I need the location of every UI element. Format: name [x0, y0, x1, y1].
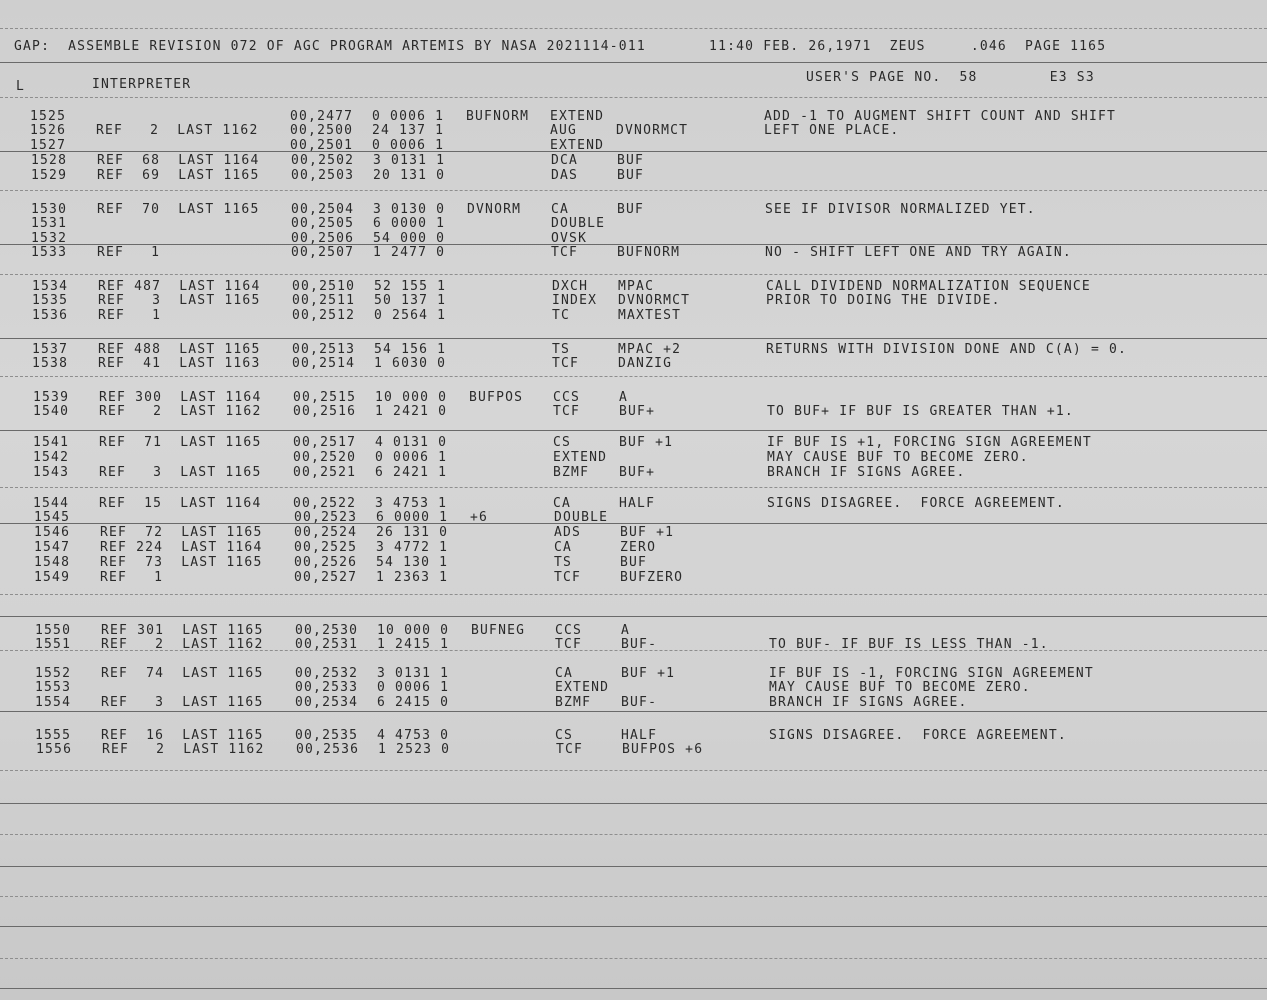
address: 00,2520 — [293, 450, 357, 465]
opcode: CS — [553, 435, 572, 450]
ref-info: REF 16 LAST 1165 — [101, 728, 264, 743]
octal-code: 3 0131 1 — [377, 666, 450, 681]
comment: LEFT ONE PLACE. — [764, 123, 900, 138]
comment: TO BUF+ IF BUF IS GREATER THAN +1. — [767, 404, 1074, 419]
opcode: EXTEND — [550, 109, 605, 124]
comment: TO BUF- IF BUF IS LESS THAN -1. — [769, 637, 1049, 652]
ref-info: REF 3 LAST 1165 — [101, 695, 264, 710]
operand: HALF — [621, 728, 658, 743]
address: 00,2500 — [290, 123, 354, 138]
octal-code: 1 2415 1 — [377, 637, 450, 652]
section-title: INTERPRETER — [92, 77, 192, 92]
address: 00,2534 — [295, 695, 359, 710]
comment: SIGNS DISAGREE. FORCE AGREEMENT. — [769, 728, 1067, 743]
octal-code: 24 137 1 — [372, 123, 445, 138]
address: 00,2510 — [292, 279, 356, 294]
operand: DVNORMCT — [618, 293, 691, 308]
octal-code: 1 2421 0 — [375, 404, 448, 419]
line-number: 1551 — [35, 637, 72, 652]
address: 00,2504 — [291, 202, 355, 217]
operand: ZERO — [620, 540, 657, 555]
octal-code: 0 2564 1 — [374, 308, 447, 323]
rule — [0, 487, 1267, 488]
octal-code: 50 137 1 — [374, 293, 447, 308]
rule — [0, 926, 1267, 927]
address: 00,2477 — [290, 109, 354, 124]
symbol-label: BUFNORM — [466, 109, 530, 124]
line-number: 1534 — [32, 279, 69, 294]
operand: BUF — [617, 153, 645, 168]
operand: BUFPOS +6 — [622, 742, 704, 757]
rule — [0, 28, 1267, 29]
ref-info: REF 301 LAST 1165 — [101, 623, 264, 638]
ref-info: REF 1 — [98, 308, 162, 323]
line-number: 1533 — [31, 245, 68, 260]
opcode: AUG — [550, 123, 578, 138]
comment: SIGNS DISAGREE. FORCE AGREEMENT. — [767, 496, 1065, 511]
address: 00,2523 — [294, 510, 358, 525]
opcode: DCA — [551, 153, 579, 168]
line-number: 1527 — [30, 138, 67, 153]
address: 00,2527 — [294, 570, 358, 585]
address: 00,2514 — [292, 356, 356, 371]
rule — [0, 866, 1267, 867]
ref-info: REF 300 LAST 1164 — [99, 390, 262, 405]
line-number: 1528 — [31, 153, 68, 168]
octal-code: 20 131 0 — [373, 168, 446, 183]
octal-code: 54 156 1 — [374, 342, 447, 357]
operand: BUF — [617, 202, 645, 217]
address: 00,2526 — [294, 555, 358, 570]
ref-info: REF 69 LAST 1165 — [97, 168, 260, 183]
rule — [0, 97, 1267, 98]
opcode: CS — [555, 728, 574, 743]
line-number: 1549 — [34, 570, 71, 585]
line-number: 1535 — [32, 293, 69, 308]
line-number: 1543 — [33, 465, 70, 480]
rule — [0, 988, 1267, 989]
comment: SEE IF DIVISOR NORMALIZED YET. — [765, 202, 1036, 217]
address: 00,2536 — [296, 742, 360, 757]
address: 00,2513 — [292, 342, 356, 357]
rule — [0, 896, 1267, 897]
opcode: TCF — [556, 742, 584, 757]
octal-code: 10 000 0 — [375, 390, 448, 405]
operand: BUF +1 — [619, 435, 674, 450]
opcode: ADS — [554, 525, 582, 540]
operand: BUF +1 — [621, 666, 676, 681]
line-number: 1542 — [33, 450, 70, 465]
opcode: BZMF — [553, 465, 590, 480]
listing-title-line: GAP: ASSEMBLE REVISION 072 OF AGC PROGRAM ARTEMIS BY NASA 2021114-011 11:40 FEB. 26,1971 ZEUS .046 PAGE 1165 — [14, 39, 1107, 54]
rule — [0, 770, 1267, 771]
address: 00,2533 — [295, 680, 359, 695]
operand: DANZIG — [618, 356, 673, 371]
ref-info: REF 2 LAST 1162 — [96, 123, 259, 138]
opcode: TS — [552, 342, 571, 357]
rule — [0, 616, 1267, 617]
address: 00,2501 — [290, 138, 354, 153]
line-number: 1530 — [31, 202, 68, 217]
line-number: 1553 — [35, 680, 72, 695]
octal-code: 10 000 0 — [377, 623, 450, 638]
address: 00,2505 — [291, 216, 355, 231]
rule — [0, 338, 1267, 339]
ref-info: REF 71 LAST 1165 — [99, 435, 262, 450]
ref-info: REF 488 LAST 1165 — [98, 342, 261, 357]
comment: BRANCH IF SIGNS AGREE. — [769, 695, 968, 710]
rule — [0, 523, 1267, 524]
address: 00,2517 — [293, 435, 357, 450]
opcode: TCF — [555, 637, 583, 652]
opcode: CCS — [555, 623, 583, 638]
users-page-info: USER'S PAGE NO. 58 E3 S3 — [806, 70, 1095, 85]
ref-info: REF 1 — [100, 570, 164, 585]
ref-info: REF 224 LAST 1164 — [100, 540, 263, 555]
octal-code: 3 0130 0 — [373, 202, 446, 217]
opcode: CA — [553, 496, 572, 511]
line-number: 1548 — [34, 555, 71, 570]
line-number: 1545 — [34, 510, 71, 525]
column-l-label: L — [16, 79, 26, 94]
symbol-label: BUFPOS — [469, 390, 524, 405]
opcode: OVSK — [551, 231, 588, 246]
operand: BUFZERO — [620, 570, 684, 585]
comment: MAY CAUSE BUF TO BECOME ZERO. — [769, 680, 1031, 695]
opcode: BZMF — [555, 695, 592, 710]
opcode: TS — [554, 555, 573, 570]
address: 00,2502 — [291, 153, 355, 168]
ref-info: REF 487 LAST 1164 — [98, 279, 261, 294]
rule — [0, 711, 1267, 712]
octal-code: 54 000 0 — [373, 231, 446, 246]
comment: IF BUF IS +1, FORCING SIGN AGREEMENT — [767, 435, 1092, 450]
octal-code: 26 131 0 — [376, 525, 449, 540]
ref-info: REF 3 LAST 1165 — [98, 293, 261, 308]
opcode: DOUBLE — [554, 510, 609, 525]
operand: BUF+ — [619, 404, 656, 419]
line-number: 1541 — [33, 435, 70, 450]
address: 00,2525 — [294, 540, 358, 555]
octal-code: 52 155 1 — [374, 279, 447, 294]
octal-code: 6 0000 1 — [373, 216, 446, 231]
line-number: 1539 — [33, 390, 70, 405]
opcode: CA — [554, 540, 573, 555]
line-number: 1547 — [34, 540, 71, 555]
comment: RETURNS WITH DIVISION DONE AND C(A) = 0. — [766, 342, 1128, 357]
octal-code: 6 2421 1 — [375, 465, 448, 480]
octal-code: 0 0006 1 — [375, 450, 448, 465]
octal-code: 3 4772 1 — [376, 540, 449, 555]
rule — [0, 151, 1267, 152]
octal-code: 3 0131 1 — [373, 153, 446, 168]
comment: PRIOR TO DOING THE DIVIDE. — [766, 293, 1001, 308]
operand: BUF+ — [619, 465, 656, 480]
rule — [0, 803, 1267, 804]
operand: DVNORMCT — [616, 123, 689, 138]
line-number: 1552 — [35, 666, 72, 681]
line-number: 1537 — [32, 342, 69, 357]
line-number: 1540 — [33, 404, 70, 419]
address: 00,2524 — [294, 525, 358, 540]
ref-info: REF 2 LAST 1162 — [101, 637, 264, 652]
line-number: 1546 — [34, 525, 71, 540]
rule — [0, 958, 1267, 959]
line-number: 1532 — [31, 231, 68, 246]
octal-code: 6 2415 0 — [377, 695, 450, 710]
symbol-label: +6 — [470, 510, 489, 525]
octal-code: 4 4753 0 — [377, 728, 450, 743]
octal-code: 6 0000 1 — [376, 510, 449, 525]
line-number: 1555 — [35, 728, 72, 743]
address: 00,2506 — [291, 231, 355, 246]
rule — [0, 274, 1267, 275]
ref-info: REF 72 LAST 1165 — [100, 525, 263, 540]
opcode: TC — [552, 308, 571, 323]
rule — [0, 62, 1267, 63]
line-number: 1544 — [33, 496, 70, 511]
line-number: 1556 — [36, 742, 73, 757]
ref-info: REF 15 LAST 1164 — [99, 496, 262, 511]
octal-code: 1 6030 0 — [374, 356, 447, 371]
opcode: TCF — [554, 570, 582, 585]
ref-info: REF 3 LAST 1165 — [99, 465, 262, 480]
comment: IF BUF IS -1, FORCING SIGN AGREEMENT — [769, 666, 1094, 681]
octal-code: 1 2363 1 — [376, 570, 449, 585]
comment: NO - SHIFT LEFT ONE AND TRY AGAIN. — [765, 245, 1072, 260]
line-number: 1526 — [30, 123, 67, 138]
comment: BRANCH IF SIGNS AGREE. — [767, 465, 966, 480]
address: 00,2503 — [291, 168, 355, 183]
operand: A — [619, 390, 629, 405]
operand: BUF — [617, 168, 645, 183]
address: 00,2532 — [295, 666, 359, 681]
ref-info: REF 70 LAST 1165 — [97, 202, 260, 217]
octal-code: 4 0131 0 — [375, 435, 448, 450]
ref-info: REF 41 LAST 1163 — [98, 356, 261, 371]
octal-code: 0 0006 1 — [377, 680, 450, 695]
opcode: INDEX — [552, 293, 598, 308]
opcode: DXCH — [552, 279, 589, 294]
address: 00,2507 — [291, 245, 355, 260]
line-number: 1550 — [35, 623, 72, 638]
address: 00,2521 — [293, 465, 357, 480]
ref-info: REF 1 — [97, 245, 161, 260]
symbol-label: BUFNEG — [471, 623, 526, 638]
opcode: CA — [555, 666, 574, 681]
operand: MAXTEST — [618, 308, 682, 323]
address: 00,2515 — [293, 390, 357, 405]
ref-info: REF 2 LAST 1162 — [99, 404, 262, 419]
octal-code: 54 130 1 — [376, 555, 449, 570]
comment: MAY CAUSE BUF TO BECOME ZERO. — [767, 450, 1029, 465]
opcode: EXTEND — [553, 450, 608, 465]
octal-code: 0 0006 1 — [372, 109, 445, 124]
address: 00,2511 — [292, 293, 356, 308]
address: 00,2530 — [295, 623, 359, 638]
rule — [0, 834, 1267, 835]
opcode: CA — [551, 202, 570, 217]
line-number: 1531 — [31, 216, 68, 231]
ref-info: REF 73 LAST 1165 — [100, 555, 263, 570]
octal-code: 0 0006 1 — [372, 138, 445, 153]
octal-code: 1 2477 0 — [373, 245, 446, 260]
line-number: 1538 — [32, 356, 69, 371]
operand: HALF — [619, 496, 656, 511]
opcode: TCF — [553, 404, 581, 419]
opcode: DOUBLE — [551, 216, 606, 231]
comment: CALL DIVIDEND NORMALIZATION SEQUENCE — [766, 279, 1091, 294]
operand: BUF +1 — [620, 525, 675, 540]
opcode: TCF — [551, 245, 579, 260]
opcode: DAS — [551, 168, 579, 183]
line-number: 1525 — [30, 109, 67, 124]
comment: ADD -1 TO AUGMENT SHIFT COUNT AND SHIFT — [764, 109, 1117, 124]
opcode: TCF — [552, 356, 580, 371]
rule — [0, 376, 1267, 377]
ref-info: REF 68 LAST 1164 — [97, 153, 260, 168]
rule — [0, 430, 1267, 431]
address: 00,2512 — [292, 308, 356, 323]
operand: BUF- — [621, 637, 658, 652]
line-number: 1536 — [32, 308, 69, 323]
rule — [0, 190, 1267, 191]
symbol-label: DVNORM — [467, 202, 522, 217]
opcode: EXTEND — [555, 680, 610, 695]
address: 00,2516 — [293, 404, 357, 419]
ref-info: REF 74 LAST 1165 — [101, 666, 264, 681]
octal-code: 1 2523 0 — [378, 742, 451, 757]
operand: A — [621, 623, 631, 638]
operand: BUF- — [621, 695, 658, 710]
address: 00,2535 — [295, 728, 359, 743]
address: 00,2531 — [295, 637, 359, 652]
ref-info: REF 2 LAST 1162 — [102, 742, 265, 757]
address: 00,2522 — [293, 496, 357, 511]
octal-code: 3 4753 1 — [375, 496, 448, 511]
line-number: 1554 — [35, 695, 72, 710]
operand: BUFNORM — [617, 245, 681, 260]
operand: MPAC +2 — [618, 342, 682, 357]
rule — [0, 594, 1267, 595]
opcode: CCS — [553, 390, 581, 405]
line-number: 1529 — [31, 168, 68, 183]
operand: BUF — [620, 555, 648, 570]
operand: MPAC — [618, 279, 655, 294]
opcode: EXTEND — [550, 138, 605, 153]
